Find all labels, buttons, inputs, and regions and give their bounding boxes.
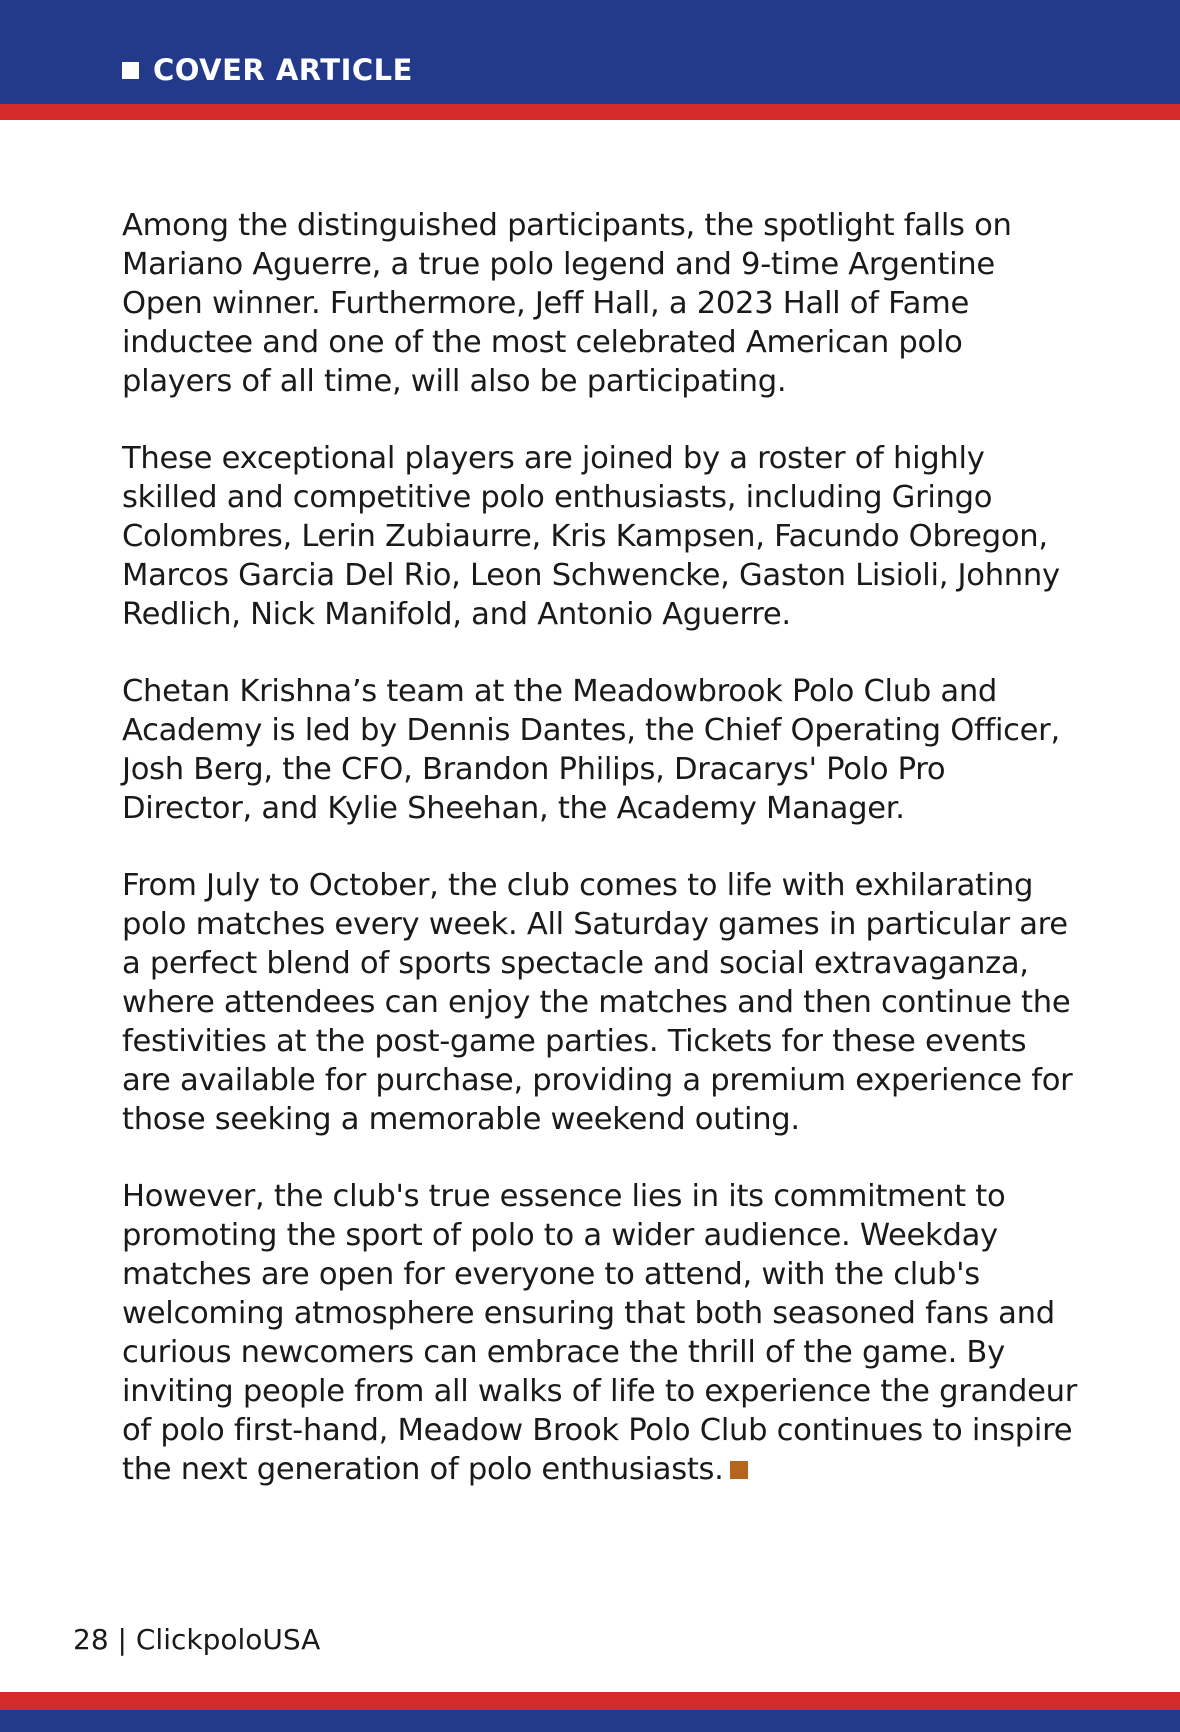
end-of-article-icon xyxy=(730,1461,748,1479)
article-body xyxy=(122,206,1082,1527)
article-paragraph-5 xyxy=(122,1177,1082,1489)
article-paragraph-3: Chetan Krishna’s team at the Meadowbrook Polo Club and Academy is led by Dennis Dantes, the Chief Operating Officer, Josh Berg, the CFO, Brandon Philips, Dracarys' Polo Pro Director, and Kylie Sheehan, the Academy Manager. xyxy=(122,674,1060,826)
square-bullet-icon xyxy=(122,62,139,79)
section-label xyxy=(122,50,413,90)
footer-bar xyxy=(0,1710,1180,1732)
article-paragraph-1: Among the distinguished participants, the spotlight falls on Mariano Aguerre, a true polo legend and 9-time Argentine Open winner. Furthermore, Jeff Hall, a 2023 Hall of Fame inductee and one of the most celebrated American polo players of all time, will also be participating. xyxy=(122,208,1012,399)
footer-red-stripe xyxy=(0,1692,1180,1710)
header-red-stripe xyxy=(0,104,1180,120)
article-paragraph-5-text: However, the club's true essence lies in its commitment to promoting the sport of polo to a wider audience. Weekday matches are open for everyone to attend, with the club's welcoming atmosphere ensuring that both seasoned fans and curious newcomers can embrace the thrill of the game. By inviting people from all walks of life to experience the grandeur of polo first-hand, Meadow Brook Polo Club continues to inspire the next generation of polo enthusiasts. xyxy=(122,1179,1078,1487)
article-paragraph-4: From July to October, the club comes to life with exhilarating polo matches every week. All Saturday games in particular are a perfect blend of sports spectacle and social extravaganza, where attendees can enjoy the matches and then continue the festivities at the post-game parties. Tickets for these events are available for purchase, providing a premium experience for those seeking a memorable weekend outing. xyxy=(122,868,1073,1137)
section-label-text: COVER ARTICLE xyxy=(153,53,413,87)
article-paragraph-2: These exceptional players are joined by a roster of highly skilled and competitive polo enthusiasts, including Gringo Colombres, Lerin Zubiaurre, Kris Kampsen, Facundo Obregon, Marcos Garcia Del Rio, Leon Schwencke, Gaston Lisioli, Johnny Redlich, Nick Manifold, and Antonio Aguerre. xyxy=(122,441,1060,632)
page-footer: 28 | ClickpoloUSA xyxy=(73,1623,321,1656)
